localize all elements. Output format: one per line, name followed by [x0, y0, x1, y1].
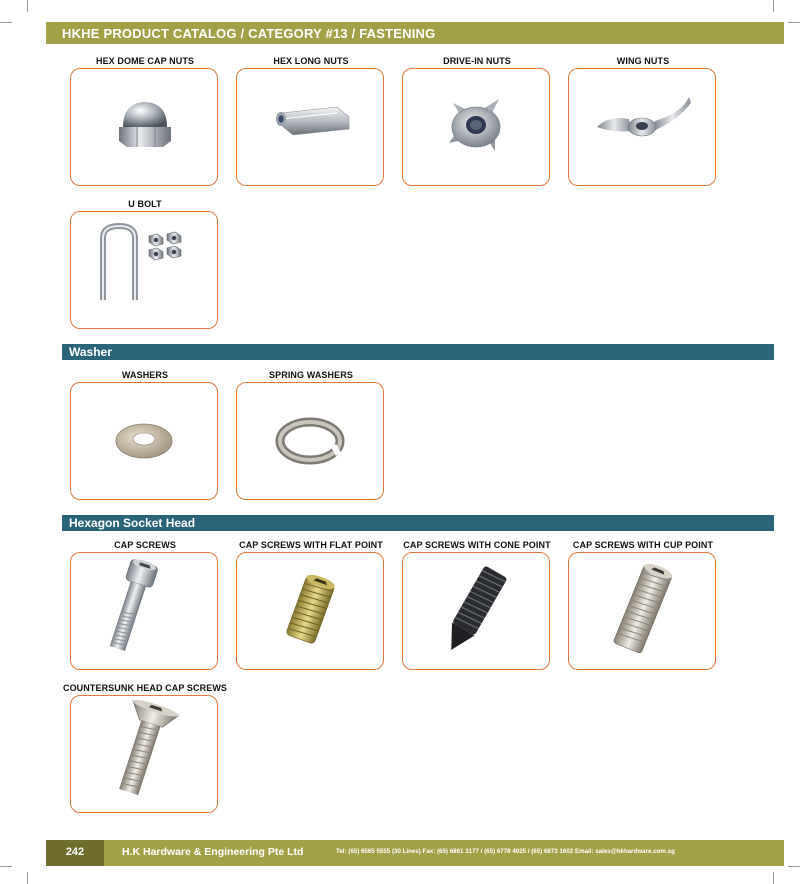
- product-label: SPRING WASHERS: [269, 370, 353, 380]
- crop-mark: [27, 0, 28, 12]
- cone-point-screw-icon: [403, 553, 549, 669]
- header-bar: [46, 22, 784, 44]
- product-label: HEX DOME CAP NUTS: [95, 56, 195, 66]
- section-title: Washer: [69, 345, 112, 359]
- crop-mark: [773, 872, 774, 884]
- product-label: CAP SCREWS: [114, 540, 176, 550]
- product-label: COUNTERSUNK HEAD CAP SCREWS: [62, 683, 228, 693]
- drive-in-nut-icon: [403, 69, 549, 185]
- crop-mark: [773, 0, 774, 12]
- product-label: U BOLT: [128, 199, 162, 209]
- spring-washer-icon: [237, 383, 383, 499]
- product-image-frame: [236, 552, 384, 670]
- footer-bar: [46, 840, 784, 866]
- product-image-frame: [568, 68, 716, 186]
- company-name: H.K Hardware & Engineering Pte Ltd: [122, 846, 304, 858]
- product-image-frame: [70, 68, 218, 186]
- crop-mark: [0, 22, 12, 23]
- product-image-frame: [402, 552, 550, 670]
- cap-screw-icon: [71, 553, 217, 669]
- product-image-frame: [568, 552, 716, 670]
- product-image-frame: [236, 382, 384, 500]
- section-header-washer: [62, 344, 774, 360]
- product-label: WASHERS: [121, 370, 169, 380]
- product-image-frame: [236, 68, 384, 186]
- countersunk-screw-icon: [71, 696, 217, 812]
- product-label: CAP SCREWS WITH CONE POINT: [403, 540, 551, 550]
- crop-mark: [788, 22, 800, 23]
- product-label: CAP SCREWS WITH FLAT POINT: [239, 540, 383, 550]
- page-title: HKHE PRODUCT CATALOG / CATEGORY #13 / FASTENING: [62, 26, 436, 41]
- contact-info: Tel: (65) 6565 5555 (30 Lines) Fax: (65) 6861 3177 / (65) 6778 4025 / (65) 6873 1602 Email: sales@hkhardware.com.sg: [336, 848, 675, 855]
- hex-long-nut-icon: [237, 69, 383, 185]
- product-image-frame: [70, 382, 218, 500]
- page-number: 242: [46, 840, 104, 866]
- section-title: Hexagon Socket Head: [69, 516, 196, 530]
- crop-mark: [27, 872, 28, 884]
- product-label: CAP SCREWS WITH CUP POINT: [572, 540, 714, 550]
- product-label: DRIVE-IN NUTS: [443, 56, 511, 66]
- cup-point-screw-icon: [569, 553, 715, 669]
- product-image-frame: [70, 211, 218, 329]
- hex-dome-cap-nut-icon: [71, 69, 217, 185]
- product-label: HEX LONG NUTS: [273, 56, 349, 66]
- wing-nut-icon: [569, 69, 715, 185]
- section-header-hex-socket: [62, 515, 774, 531]
- product-image-frame: [70, 695, 218, 813]
- product-image-frame: [402, 68, 550, 186]
- crop-mark: [0, 866, 12, 867]
- flat-point-screw-icon: [237, 553, 383, 669]
- crop-mark: [788, 866, 800, 867]
- product-image-frame: [70, 552, 218, 670]
- product-label: WING NUTS: [616, 56, 670, 66]
- flat-washer-icon: [71, 383, 217, 499]
- u-bolt-icon: [71, 212, 217, 328]
